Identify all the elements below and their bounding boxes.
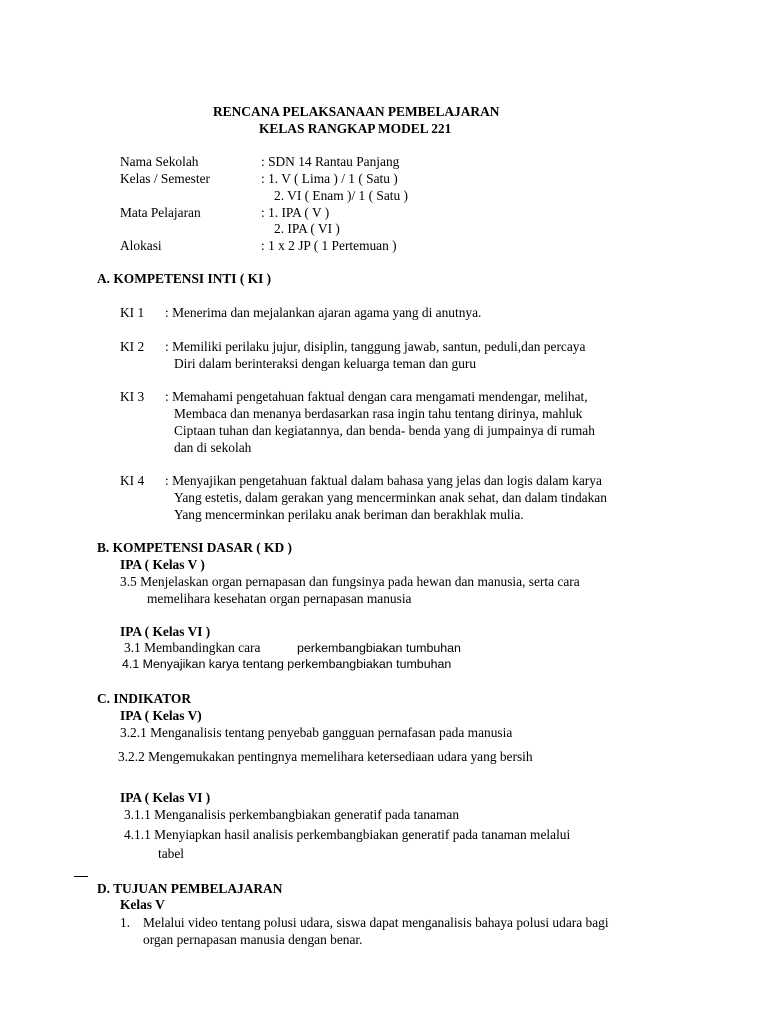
- document-title: RENCANA PELAKSANAAN PEMBELAJARAN: [213, 104, 500, 119]
- kd-ipa-kelas-vi-heading: IPA ( Kelas VI ): [120, 624, 211, 639]
- ki2-text-line-2: Diri dalam berinteraksi dengan keluarga teman dan guru: [174, 356, 477, 371]
- indikator-3-2-2: 3.2.2 Mengemukakan pentingnya memelihara ketersediaan udara yang bersih: [118, 749, 533, 764]
- ki2-text-line-1: : Memiliki perilaku jujur, disiplin, tanggung jawab, santun, peduli,dan percaya: [165, 339, 586, 354]
- ki4-text-line-3: Yang mencerminkan perilaku anak beriman dan berakhlak mulia.: [174, 507, 524, 522]
- ki3-text-line-4: dan di sekolah: [174, 440, 252, 455]
- ki3-text-line-3: Ciptaan tuhan dan kegiatannya, dan benda- benda yang di jumpainya di rumah: [174, 423, 595, 438]
- ki3-text-line-2: Membaca dan menanya berdasarkan rasa ingin tahu tentang dirinya, mahluk: [174, 406, 583, 421]
- ki1-text: : Menerima dan mejalankan ajaran agama yang di anutnya.: [165, 305, 482, 320]
- kelas-semester-value-1: : 1. V ( Lima ) / 1 ( Satu ): [261, 171, 398, 186]
- margin-dash: [74, 876, 88, 877]
- ki4-text-line-1: : Menyajikan pengetahuan faktual dalam bahasa yang jelas dan logis dalam karya: [165, 473, 602, 488]
- document-subtitle: KELAS RANGKAP MODEL 221: [259, 121, 452, 136]
- ki3-label: KI 3: [120, 389, 145, 404]
- alokasi-label: Alokasi: [120, 238, 162, 253]
- indikator-4-1-1-line-1: 4.1.1 Menyiapkan hasil analisis perkembangbiakan generatif pada tanaman melalui: [124, 827, 571, 842]
- ki2-label: KI 2: [120, 339, 145, 354]
- kelas-semester-label: Kelas / Semester: [120, 171, 210, 186]
- indikator-3-2-1: 3.2.1 Menganalisis tentang penyebab gangguan pernafasan pada manusia: [120, 725, 513, 740]
- nama-sekolah-value: : SDN 14 Rantau Panjang: [261, 154, 400, 169]
- ki3-text-line-1: : Memahami pengetahuan faktual dengan cara mengamati mendengar, melihat,: [165, 389, 588, 404]
- mata-pelajaran-label: Mata Pelajaran: [120, 205, 201, 220]
- tujuan-1-line-2: organ pernapasan manusia dengan benar.: [143, 932, 363, 947]
- kd-3-1-part-1: 3.1 Membandingkan cara: [124, 640, 261, 655]
- section-heading: D. TUJUAN PEMBELAJARAN: [97, 881, 283, 896]
- section-heading: C. INDIKATOR: [97, 691, 191, 706]
- mata-pelajaran-value-1: : 1. IPA ( V ): [261, 205, 330, 220]
- ki4-text-line-2: Yang estetis, dalam gerakan yang mencerminkan anak sehat, dan dalam tindakan: [174, 490, 607, 505]
- kelas-semester-value-2: 2. VI ( Enam )/ 1 ( Satu ): [274, 188, 409, 203]
- mata-pelajaran-value-2: 2. IPA ( VI ): [274, 221, 340, 236]
- alokasi-value: : 1 x 2 JP ( 1 Pertemuan ): [261, 238, 397, 253]
- tujuan-1-line-1: Melalui video tentang polusi udara, siswa dapat menganalisis bahaya polusi udara bagi: [143, 915, 609, 930]
- indikator-4-1-1-line-2: tabel: [158, 846, 185, 861]
- indikator-3-1-1: 3.1.1 Menganalisis perkembangbiakan generatif pada tanaman: [124, 807, 460, 822]
- kd-3-1-part-2: perkembangbiakan tumbuhan: [297, 641, 461, 655]
- ki1-label: KI 1: [120, 305, 145, 320]
- kd-3-5-line-1: 3.5 Menjelaskan organ pernapasan dan fungsinya pada hewan dan manusia, serta cara: [120, 574, 580, 589]
- nama-sekolah-label: Nama Sekolah: [120, 154, 199, 169]
- ki4-label: KI 4: [120, 473, 145, 488]
- indikator-ipa-kelas-vi-heading: IPA ( Kelas VI ): [120, 790, 211, 805]
- section-heading: B. KOMPETENSI DASAR ( KD ): [97, 540, 292, 555]
- kd-3-5-line-2: memelihara kesehatan organ pernapasan manusia: [147, 591, 412, 606]
- section-heading: A. KOMPETENSI INTI ( KI ): [97, 271, 272, 286]
- indikator-ipa-kelas-v-heading: IPA ( Kelas V): [120, 708, 202, 723]
- kd-4-1: 4.1 Menyajikan karya tentang perkembangbiakan tumbuhan: [122, 657, 452, 671]
- tujuan-kelas-v-heading: Kelas V: [120, 897, 165, 912]
- kd-ipa-kelas-v-heading: IPA ( Kelas V ): [120, 557, 205, 572]
- tujuan-1-number: 1.: [120, 915, 131, 930]
